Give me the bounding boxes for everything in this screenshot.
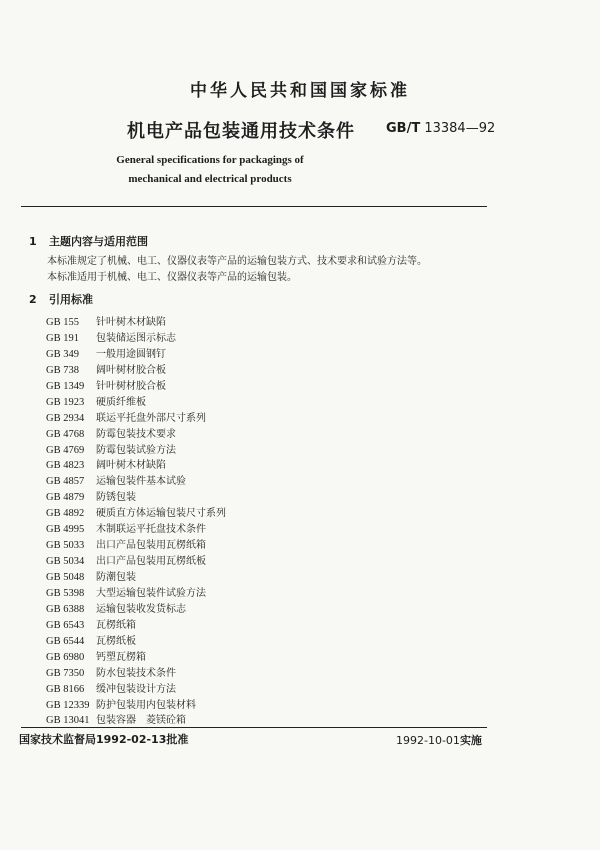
reference-standard-item (46, 395, 226, 411)
reference-title: 钙塑瓦楞箱 (96, 651, 146, 663)
implementation-date: 1992-10-01 (396, 734, 460, 747)
reference-code: GB 5048 (46, 572, 85, 583)
reference-title: 防潮包装 (96, 572, 136, 583)
reference-title: 出口产品包装用瓦楞纸板 (96, 556, 206, 568)
reference-code: GB 6543 (46, 619, 85, 631)
reference-standard-item (46, 315, 226, 331)
reference-standard-item (46, 379, 226, 395)
reference-standard-item (46, 554, 226, 570)
reference-code: GB 738 (46, 364, 79, 376)
reference-title: 防锈包装 (96, 492, 136, 504)
reference-standard-item (46, 618, 226, 634)
reference-code: GB 7350 (46, 667, 85, 679)
reference-standard-item (46, 650, 226, 666)
reference-code: GB 13041 (46, 715, 90, 727)
approval-statement: 国家技术监督局1992-02-13批准 (19, 733, 189, 746)
reference-code: GB 1923 (46, 396, 85, 408)
title-english-line-2: mechanical and electrical products (128, 173, 292, 185)
reference-code: GB 2934 (46, 412, 85, 424)
reference-standard-item (46, 331, 226, 347)
reference-code: GB 4892 (46, 508, 85, 520)
reference-code: GB 4857 (46, 476, 85, 488)
reference-code: GB 4768 (46, 428, 85, 440)
reference-standard-item (46, 490, 226, 506)
section-1-heading (29, 233, 148, 249)
reference-code: GB 5034 (46, 556, 85, 568)
reference-title: 出口产品包装用瓦楞纸箱 (96, 540, 206, 552)
reference-code: GB 4879 (46, 492, 85, 504)
reference-title: 木制联运平托盘技术条件 (96, 524, 206, 536)
reference-standard-item (46, 586, 226, 602)
reference-title: 防霉包装试验方法 (96, 444, 176, 456)
title-english-line-1: General specifications for packagings of (116, 154, 304, 166)
reference-code: GB 349 (46, 348, 79, 360)
reference-title: 运输包装收发货标志 (96, 603, 186, 615)
implementation-label: 实施 (459, 734, 482, 747)
reference-title: 包装容器 菱镁砼箱 (96, 715, 186, 727)
reference-standard-item (46, 570, 226, 586)
reference-title: 防霉包装技术要求 (96, 428, 176, 440)
reference-code: GB 6388 (46, 603, 85, 615)
reference-code: GB 6544 (46, 635, 85, 647)
reference-standard-item (46, 666, 226, 682)
document-title-english (60, 151, 360, 189)
standard-number (386, 121, 495, 136)
reference-standard-item (46, 474, 226, 490)
reference-code: GB 4823 (46, 460, 85, 472)
reference-code: GB 12339 (46, 699, 90, 711)
standard-number-value: 13384—92 (424, 121, 496, 136)
implementation-statement (396, 732, 482, 748)
reference-code: GB 4769 (46, 444, 85, 456)
reference-standard-item (46, 602, 226, 618)
reference-standard-item (46, 538, 226, 554)
reference-code: GB 191 (46, 332, 79, 344)
reference-standard-item (46, 682, 226, 698)
reference-title: 阔叶树木材缺陷 (96, 460, 166, 472)
header-divider (21, 206, 487, 207)
reference-standard-item (46, 698, 226, 714)
reference-code: GB 6980 (46, 651, 85, 663)
reference-title: 防护包装用内包装材料 (96, 699, 196, 711)
reference-title: 瓦楞纸箱 (96, 619, 136, 631)
reference-code: GB 155 (46, 317, 79, 328)
reference-title: 一般用途圆钢钉 (96, 348, 166, 360)
reference-title: 运输包装件基本试验 (96, 476, 186, 488)
reference-title: 缓冲包装设计方法 (96, 683, 176, 695)
section-1-paragraph-1: 本标准规定了机械、电工、仪器仪表等产品的运输包装方式、技术要求和试验方法等。 (47, 256, 427, 267)
section-2-title: 引用标准 (49, 293, 93, 306)
reference-standard-item (46, 522, 226, 538)
reference-title: 联运平托盘外部尺寸系列 (96, 412, 206, 424)
referenced-standards-list (46, 315, 226, 729)
document-title-chinese: 机电产品包装通用技术条件 (127, 121, 355, 142)
footer-divider (21, 727, 487, 728)
section-1-number: 1 (29, 235, 37, 248)
reference-code: GB 1349 (46, 380, 85, 392)
reference-standard-item (46, 411, 226, 427)
reference-title: 硬质纤维板 (96, 396, 146, 408)
reference-code: GB 5398 (46, 587, 85, 599)
reference-title: 针叶树材胶合板 (96, 380, 166, 392)
reference-standard-item (46, 427, 226, 443)
reference-title: 硬质直方体运输包装尺寸系列 (96, 508, 226, 520)
reference-standard-item (46, 634, 226, 650)
reference-title: 大型运输包装件试验方法 (96, 587, 206, 599)
reference-title: 包装储运图示标志 (96, 332, 176, 344)
reference-code: GB 4995 (46, 524, 85, 536)
reference-code: GB 8166 (46, 683, 85, 695)
standard-prefix: GB/T (386, 121, 421, 136)
reference-title: 防水包装技术条件 (96, 667, 176, 679)
reference-standard-item (46, 363, 226, 379)
reference-code: GB 5033 (46, 540, 85, 552)
section-1-paragraph-2: 本标准适用于机械、电工、仪器仪表等产品的运输包装。 (47, 272, 297, 283)
reference-title: 针叶树木材缺陷 (96, 317, 166, 328)
section-1-title: 主题内容与适用范围 (49, 235, 148, 248)
reference-standard-item (46, 506, 226, 522)
reference-standard-item (46, 458, 226, 474)
section-2-heading (29, 291, 93, 307)
national-standard-heading: 中华人民共和国国家标准 (190, 81, 410, 101)
reference-standard-item (46, 347, 226, 363)
section-2-number: 2 (29, 293, 37, 306)
reference-title: 瓦楞纸板 (96, 635, 136, 647)
reference-standard-item (46, 443, 226, 459)
reference-title: 阔叶树材胶合板 (96, 364, 166, 376)
